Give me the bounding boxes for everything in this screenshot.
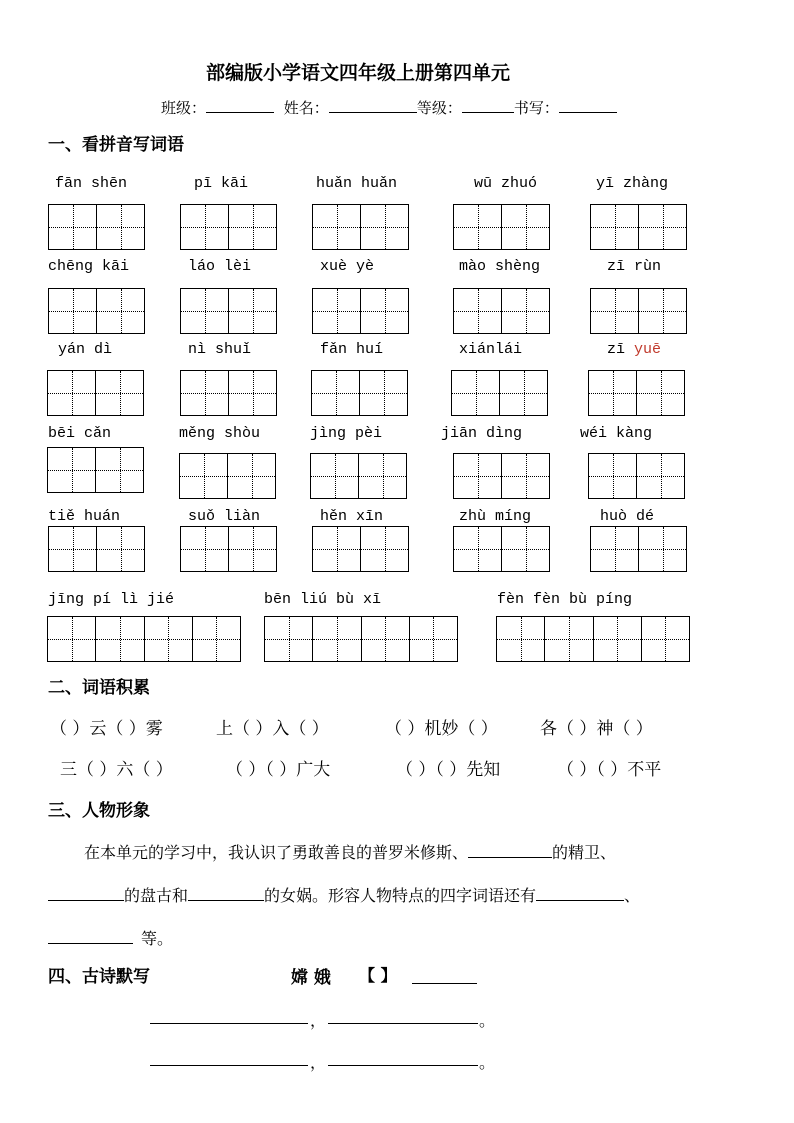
pinyin-label: hěn xīn [320,508,384,525]
char-grid[interactable] [312,288,409,334]
pinyin-label: jìng pèi [310,425,383,442]
pinyin-label: bēi cǎn [48,425,112,442]
answer-blank[interactable] [188,885,264,901]
char-grid[interactable] [453,453,550,499]
pinyin-label: suǒ liàn [188,508,261,525]
pinyin-label: chēng kāi [48,258,130,275]
period-mark: 。 [479,1011,496,1030]
paragraph-text: 等。 [141,929,174,948]
paragraph-text: 的盘古和 [124,886,189,905]
section3-heading: 三、人物形象 [48,801,150,821]
idiom-blank: 三（ ）六（ ） [60,760,173,780]
student-info [161,97,617,118]
paragraph-text: 的女娲。形容人物特点的四字词语还有 [264,886,537,905]
section4-heading: 四、古诗默写 [48,967,150,987]
char-grid[interactable] [48,204,145,250]
period-mark: 。 [479,1053,496,1072]
char-grid[interactable] [590,288,687,334]
class-label: 班级： [161,99,207,117]
char-grid[interactable] [180,288,277,334]
pinyin-label: huò dé [600,508,655,525]
answer-blank[interactable] [468,842,552,858]
comma-mark: ， [310,1011,327,1030]
idiom-blank: 各（ ）神（ ） [540,719,653,739]
char-grid[interactable] [47,447,144,493]
author-field[interactable] [412,983,477,984]
char-grid-4[interactable] [47,616,241,662]
char-grid[interactable] [312,204,409,250]
paragraph-line [84,840,616,863]
char-grid[interactable] [48,288,145,334]
pinyin-label: fèn fèn bù píng [497,591,633,608]
idiom-blank: （ ）云（ ）雾 [50,719,163,739]
char-grid[interactable] [590,204,687,250]
char-grid[interactable] [453,526,550,572]
char-grid[interactable] [588,453,685,499]
pinyin-label: tiě huán [48,508,121,525]
pinyin-label [607,341,661,358]
page-title: 部编版小学语文四年级上册第四单元 [205,62,510,84]
paragraph-line [48,926,173,949]
char-grid[interactable] [451,370,548,416]
paragraph-text: 、 [624,886,641,905]
pinyin-label-part: zī [607,341,635,358]
char-grid[interactable] [310,453,407,499]
section1-heading: 一、看拼音写词语 [48,135,184,155]
paragraph-text: 的精卫、 [552,843,617,862]
pinyin-label: jīng pí lì jié [48,591,175,608]
char-grid-4[interactable] [496,616,690,662]
grade-label: 等级： [416,99,462,117]
poem-line-blank[interactable] [328,1065,478,1066]
char-grid[interactable] [311,370,408,416]
char-grid[interactable] [453,204,550,250]
answer-blank[interactable] [48,885,124,901]
pinyin-label: pī kāi [194,175,249,192]
char-grid[interactable] [180,526,277,572]
pinyin-label: zī rùn [607,258,662,275]
idiom-blank: （ ）机妙（ ） [385,719,498,739]
char-grid[interactable] [312,526,409,572]
char-grid[interactable] [588,370,685,416]
paragraph-text: 在本单元的学习中，我认识了勇敢善良的普罗米修斯、 [84,843,469,862]
name-field[interactable] [329,98,417,113]
writing-field[interactable] [559,98,617,113]
pinyin-label: huǎn huǎn [316,175,398,192]
pinyin-label: láo lèi [188,258,252,275]
idiom-blank: （ ）（ ）先知 [396,760,501,780]
pinyin-label: bēn liú bù xī [264,591,382,608]
name-label: 姓名： [283,99,329,117]
char-grid[interactable] [48,526,145,572]
char-grid-4[interactable] [264,616,458,662]
pinyin-label: mào shèng [459,258,541,275]
char-grid[interactable] [47,370,144,416]
idiom-blank: （ ）（ ）不平 [557,760,662,780]
pinyin-label: wū zhuó [474,175,538,192]
pinyin-label: xuè yè [320,258,375,275]
char-grid[interactable] [179,453,276,499]
writing-label: 书写： [513,99,559,117]
pinyin-label: yī zhàng [596,175,669,192]
pinyin-label: yán dì [58,341,113,358]
comma-mark: ， [310,1053,327,1072]
pinyin-red-label: yuē [634,341,662,358]
char-grid[interactable] [453,288,550,334]
answer-blank[interactable] [48,928,133,944]
author-bracket: 【 】 [359,966,397,985]
pinyin-label: wéi kàng [580,425,653,442]
pinyin-label: měng shòu [179,425,261,442]
idiom-blank: 上（ ）入（ ） [216,719,329,739]
pinyin-label: xiánlái [459,341,523,358]
char-grid[interactable] [180,370,277,416]
idiom-blank: （ ）（ ）广大 [226,760,331,780]
poem-line-blank[interactable] [150,1023,308,1024]
pinyin-label: zhù míng [459,508,532,525]
poem-title: 嫦 娥 [291,968,331,988]
pinyin-label: fǎn huí [320,341,384,358]
pinyin-label: nì shuǐ [188,341,252,358]
paragraph-line [48,883,640,906]
poem-line-blank[interactable] [328,1023,478,1024]
char-grid[interactable] [590,526,687,572]
poem-line-blank[interactable] [150,1065,308,1066]
section2-heading: 二、词语积累 [48,678,150,698]
class-field[interactable] [206,98,274,113]
answer-blank[interactable] [536,885,624,901]
pinyin-label: jiān dìng [441,425,523,442]
char-grid[interactable] [180,204,277,250]
grade-field[interactable] [462,98,514,113]
pinyin-label: fān shēn [55,175,128,192]
